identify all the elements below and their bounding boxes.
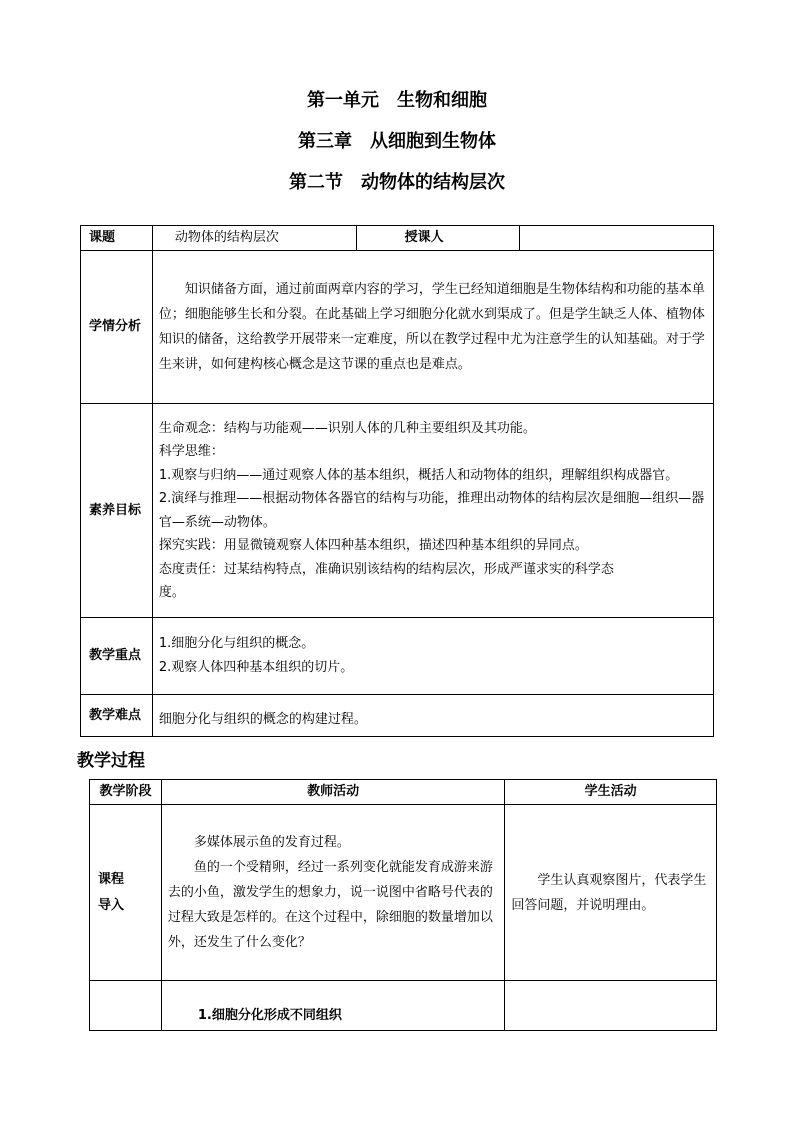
col-student-header: 学生活动 xyxy=(505,780,717,805)
literacy-line: 科学思维： xyxy=(158,444,224,459)
lesson-info-table xyxy=(80,225,714,737)
literacy-line: 2.演绎与推理——根据动物体各器官的结构与功能，推理出动物体的结构层次是细胞—组织—器官—系统—动物体。 xyxy=(158,491,705,530)
literacy-line: 态度责任：过某结构特点，准确识别该结构的结构层次，形成严谨求实的科学态度。 xyxy=(158,561,614,600)
key-label: 教学重点 xyxy=(81,618,153,695)
analysis-label: 学情分析 xyxy=(81,251,153,404)
intro-teacher-p1: 多媒体展示鱼的发育过程。 xyxy=(193,835,350,850)
intro-teacher-p2: 鱼的一个受精卵，经过一系列变化就能发育成游来游去的小鱼，激发学生的想象力，说一说图中省略号代表的过程大致是怎样的。在这个过程中，除细胞的数量增加以外，还发生了什么变化？ xyxy=(167,860,493,950)
literacy-label: 素养目标 xyxy=(81,404,153,618)
analysis-cell xyxy=(152,251,713,404)
literacy-line: 探究实践：用显微镜观察人体四种基本组织，描述四种基本组织的异同点。 xyxy=(158,538,588,553)
process-table xyxy=(89,779,717,1031)
key-line: 1.细胞分化与组织的概念。 xyxy=(158,636,315,651)
stage-empty xyxy=(90,981,162,1031)
literacy-line: 生命观念：结构与功能观——识别人体的几种主要组织及其功能。 xyxy=(158,420,536,436)
col-stage-header: 教学阶段 xyxy=(90,780,162,805)
section1-heading: 1.细胞分化形成不同组织 xyxy=(161,981,504,1031)
topic-value: 动物体的结构层次 xyxy=(152,226,356,251)
intro-student-text: 学生认真观察图片，代表学生回答问题，并说明理由。 xyxy=(511,872,707,913)
teacher-label: 授课人 xyxy=(356,226,520,251)
literacy-cell xyxy=(152,404,713,618)
analysis-text: 知识储备方面，通过前面两章内容的学习，学生已经知道细胞是生物体结构和功能的基本单位；细胞能够生长和分裂。在此基础上学习细胞分化就水到渠成了。但是学生缺乏人体、植物体知识的储备，这给教学开展带来一定难度，所以在教学过程中尤为注意学生的认知基础。对于学生来讲，如何建构核心概念是这节课的重点也是难点。 xyxy=(158,282,705,372)
intro-stage xyxy=(90,805,162,981)
unit-title: 第一单元 生物和细胞 xyxy=(307,90,487,111)
process-heading: 教学过程 xyxy=(77,751,145,771)
key-cell xyxy=(152,618,713,695)
teacher-value xyxy=(520,226,714,251)
student-empty xyxy=(505,981,717,1031)
intro-stage-line: 课程 xyxy=(98,871,125,887)
col-teacher-header: 教师活动 xyxy=(161,780,504,805)
intro-student-cell xyxy=(505,805,717,981)
difficulty-label: 教学难点 xyxy=(81,695,153,737)
topic-label: 课题 xyxy=(81,226,153,251)
key-line: 2.观察人体四种基本组织的切片。 xyxy=(158,660,354,675)
section-title: 第二节 动物体的结构层次 xyxy=(289,172,505,193)
literacy-line: 1.观察与归纳——通过观察人体的基本组织，概括人和动物体的组织，理解组织构成器官。 xyxy=(158,467,679,483)
chapter-title: 第三章 从细胞到生物体 xyxy=(298,131,496,152)
intro-teacher-cell xyxy=(161,805,504,981)
difficulty-text: 细胞分化与组织的概念的构建过程。 xyxy=(152,695,713,737)
intro-stage-line: 导入 xyxy=(98,897,125,913)
